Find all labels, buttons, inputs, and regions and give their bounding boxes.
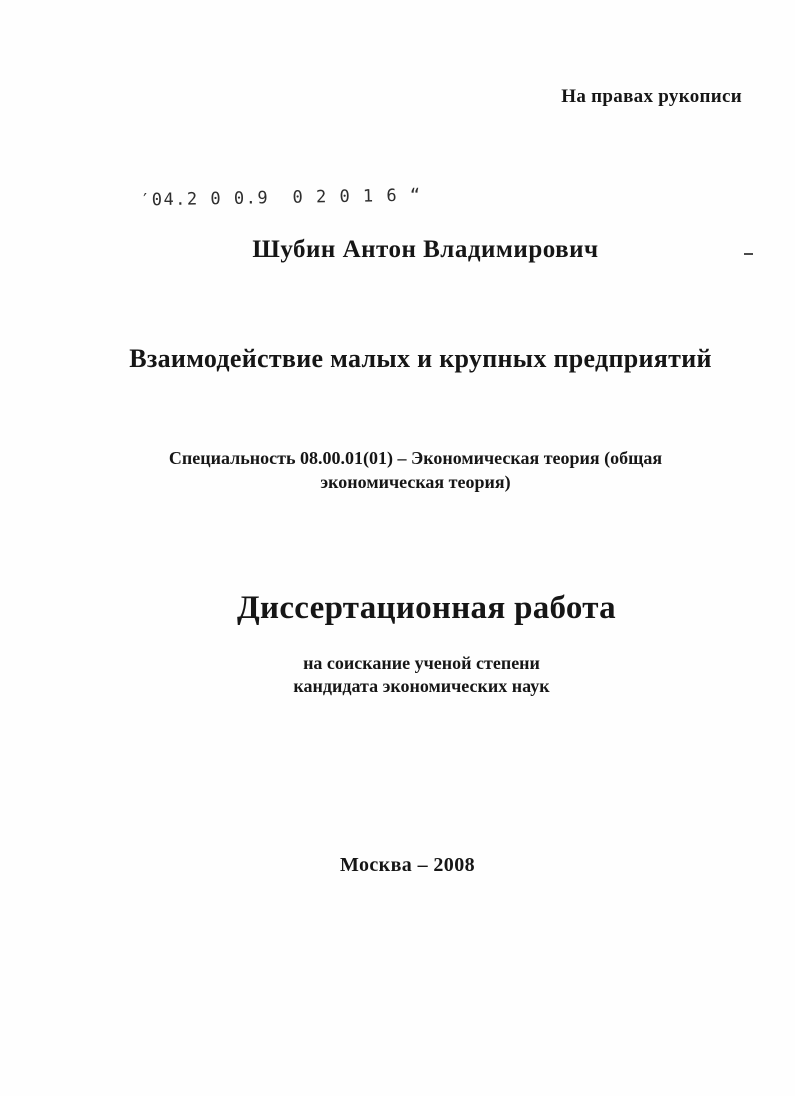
- author-name: Шубин Антон Владимирович: [252, 236, 599, 263]
- degree-line-1: на соискание ученой степени: [303, 653, 540, 673]
- library-stamp-code: ′04.2 0 0.9 0 2 0 1 6 “: [139, 185, 422, 211]
- manuscript-rights-note: На правах рукописи: [561, 86, 742, 107]
- city-year: Москва – 2008: [339, 854, 475, 876]
- stray-scan-mark: [744, 253, 753, 255]
- dissertation-title: Взаимодействие малых и крупных предприятий: [129, 344, 712, 373]
- specialty-line-1: Специальность 08.00.01(01) – Экономическая теория (общая: [168, 448, 663, 468]
- work-type-heading: Диссертационная работа: [237, 590, 616, 626]
- specialty-block: [18, 446, 795, 494]
- degree-block: [24, 652, 795, 698]
- specialty-line-2: экономическая теория): [320, 472, 511, 492]
- degree-line-2: кандидата экономических наук: [293, 676, 550, 696]
